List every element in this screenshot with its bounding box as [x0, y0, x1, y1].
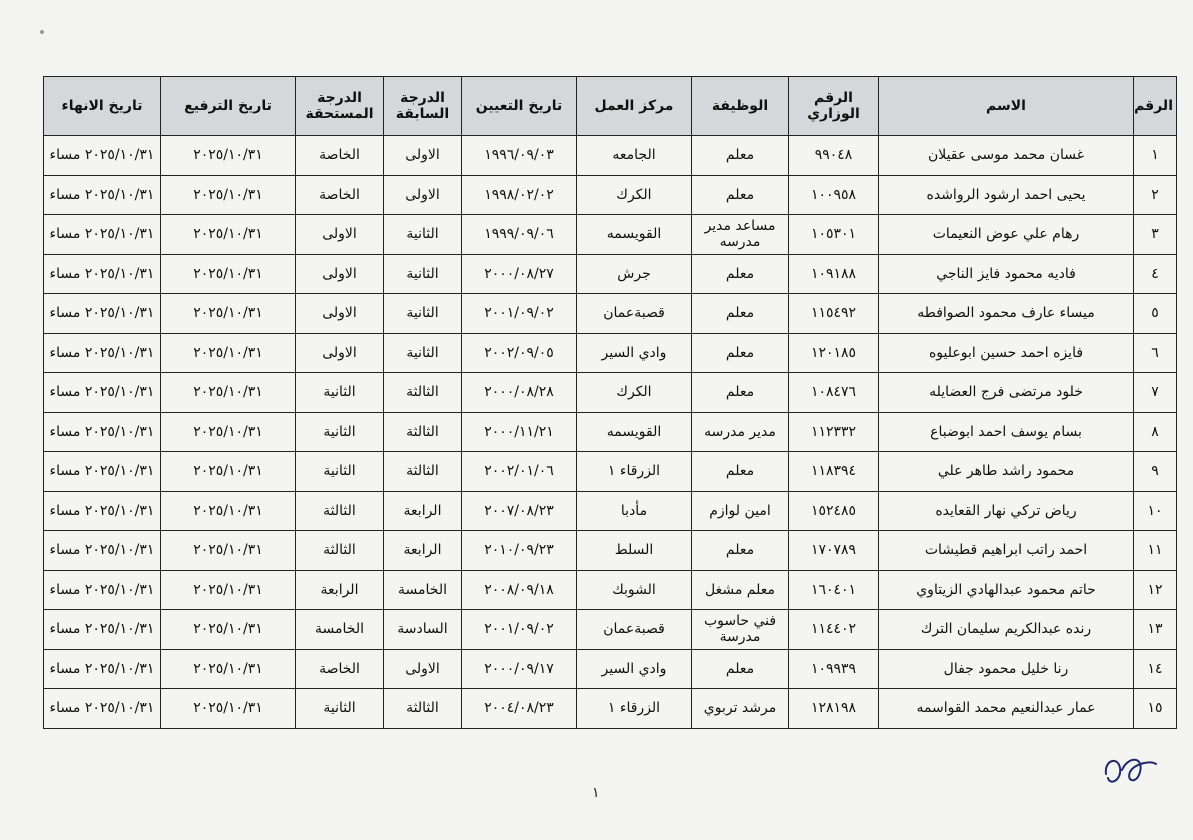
prev-grade-cell: الثانية: [384, 294, 462, 334]
name-cell: غسان محمد موسى عقيلان: [879, 136, 1134, 176]
job-cell: مرشد تربوي: [692, 689, 789, 729]
job-cell: معلم: [692, 649, 789, 689]
promotion-cell: ٢٠٢٥/١٠/٣١: [161, 570, 296, 610]
promotion-cell: ٢٠٢٥/١٠/٣١: [161, 412, 296, 452]
promotion-cell: ٢٠٢٥/١٠/٣١: [161, 649, 296, 689]
workplace-cell: قصبةعمان: [577, 294, 692, 334]
job-cell: معلم: [692, 254, 789, 294]
num-cell: ٨: [1134, 412, 1177, 452]
workplace-cell: مأدبا: [577, 491, 692, 531]
minid-cell: ١٥٢٤٨٥: [789, 491, 879, 531]
due-grade-cell: الثانية: [296, 412, 384, 452]
job-cell: معلم: [692, 136, 789, 176]
workplace-cell: جرش: [577, 254, 692, 294]
minid-cell: ١١٥٤٩٢: [789, 294, 879, 334]
date-cell: ١٩٩٩/٠٩/٠٦: [462, 215, 577, 255]
job-cell: امين لوازم: [692, 491, 789, 531]
minid-cell: ١٠٨٤٧٦: [789, 373, 879, 413]
name-cell: حاتم محمود عبدالهادي الزيتاوي: [879, 570, 1134, 610]
name-cell: رنا خليل محمود جفال: [879, 649, 1134, 689]
workplace-cell: الزرقاء ١: [577, 452, 692, 492]
num-cell: ٥: [1134, 294, 1177, 334]
prev-grade-cell: الثالثة: [384, 373, 462, 413]
job-cell: معلم مشغل: [692, 570, 789, 610]
prev-grade-cell: الاولى: [384, 175, 462, 215]
date-cell: ٢٠٠١/٠٩/٠٢: [462, 610, 577, 650]
end-cell: ٢٠٢٥/١٠/٣١ مساء: [44, 136, 161, 176]
end-cell: ٢٠٢٥/١٠/٣١ مساء: [44, 333, 161, 373]
name-cell: عمار عبدالنعيم محمد القواسمه: [879, 689, 1134, 729]
end-cell: ٢٠٢٥/١٠/٣١ مساء: [44, 570, 161, 610]
date-cell: ٢٠٠٠/٠٩/١٧: [462, 649, 577, 689]
handwritten-initials: [1100, 750, 1162, 790]
table-row: [44, 649, 1177, 689]
due-grade-cell: الاولى: [296, 215, 384, 255]
num-cell: ٧: [1134, 373, 1177, 413]
promotion-cell: ٢٠٢٥/١٠/٣١: [161, 373, 296, 413]
due-grade-cell: الاولى: [296, 294, 384, 334]
num-cell: ٦: [1134, 333, 1177, 373]
name-cell: بسام يوسف احمد ابوضباع: [879, 412, 1134, 452]
promotion-cell: ٢٠٢٥/١٠/٣١: [161, 610, 296, 650]
minid-cell: ١٧٠٧٨٩: [789, 531, 879, 571]
date-cell: ٢٠٠٢/٠٩/٠٥: [462, 333, 577, 373]
job-cell: فني حاسوب مدرسة: [692, 610, 789, 650]
promotion-cell: ٢٠٢٥/١٠/٣١: [161, 491, 296, 531]
prev-grade-cell: الثانية: [384, 215, 462, 255]
promotion-cell: ٢٠٢٥/١٠/٣١: [161, 689, 296, 729]
minid-cell: ١١٢٣٣٢: [789, 412, 879, 452]
header-previous-grade: الدرجة السابقة: [384, 77, 462, 136]
minid-cell: ٩٩٠٤٨: [789, 136, 879, 176]
date-cell: ٢٠١٠/٠٩/٢٣: [462, 531, 577, 571]
num-cell: ١: [1134, 136, 1177, 176]
end-cell: ٢٠٢٥/١٠/٣١ مساء: [44, 649, 161, 689]
num-cell: ١٢: [1134, 570, 1177, 610]
workplace-cell: وادي السير: [577, 649, 692, 689]
workplace-cell: الكرك: [577, 373, 692, 413]
minid-cell: ١٠٥٣٠١: [789, 215, 879, 255]
workplace-cell: الكرك: [577, 175, 692, 215]
date-cell: ٢٠٠٢/٠١/٠٦: [462, 452, 577, 492]
minid-cell: ١٠٩١٨٨: [789, 254, 879, 294]
end-cell: ٢٠٢٥/١٠/٣١ مساء: [44, 412, 161, 452]
job-cell: معلم: [692, 294, 789, 334]
job-cell: معلم: [692, 531, 789, 571]
table-row: [44, 175, 1177, 215]
due-grade-cell: الثانية: [296, 452, 384, 492]
header-due-grade: الدرجة المستحقة: [296, 77, 384, 136]
prev-grade-cell: الثانية: [384, 333, 462, 373]
minid-cell: ١٠٩٩٣٩: [789, 649, 879, 689]
table-row: [44, 689, 1177, 729]
num-cell: ١٥: [1134, 689, 1177, 729]
num-cell: ١٠: [1134, 491, 1177, 531]
num-cell: ٣: [1134, 215, 1177, 255]
page-number: ١: [592, 785, 600, 801]
header-num: الرقم: [1134, 77, 1177, 136]
prev-grade-cell: الرابعة: [384, 531, 462, 571]
minid-cell: ١٢٨١٩٨: [789, 689, 879, 729]
due-grade-cell: الثانية: [296, 373, 384, 413]
header-name: الاسم: [879, 77, 1134, 136]
date-cell: ٢٠٠٠/٠٨/٢٧: [462, 254, 577, 294]
end-cell: ٢٠٢٥/١٠/٣١ مساء: [44, 254, 161, 294]
date-cell: ٢٠٠١/٠٩/٠٢: [462, 294, 577, 334]
due-grade-cell: الاولى: [296, 254, 384, 294]
header-workplace: مركز العمل: [577, 77, 692, 136]
name-cell: يحيى احمد ارشود الرواشده: [879, 175, 1134, 215]
prev-grade-cell: الثالثة: [384, 452, 462, 492]
date-cell: ٢٠٠٧/٠٨/٢٣: [462, 491, 577, 531]
prev-grade-cell: الثانية: [384, 254, 462, 294]
table-row: [44, 531, 1177, 571]
header-appointment-date: تاريخ التعيين: [462, 77, 577, 136]
header-end-date: تاريخ الانهاء: [44, 77, 161, 136]
date-cell: ٢٠٠٠/٠٨/٢٨: [462, 373, 577, 413]
header-row: [44, 77, 1177, 136]
promotion-cell: ٢٠٢٥/١٠/٣١: [161, 175, 296, 215]
minid-cell: ١٦٠٤٠١: [789, 570, 879, 610]
minid-cell: ١١٤٤٠٢: [789, 610, 879, 650]
table-row: [44, 452, 1177, 492]
num-cell: ١٣: [1134, 610, 1177, 650]
workplace-cell: وادي السير: [577, 333, 692, 373]
num-cell: ١٤: [1134, 649, 1177, 689]
end-cell: ٢٠٢٥/١٠/٣١ مساء: [44, 373, 161, 413]
end-cell: ٢٠٢٥/١٠/٣١ مساء: [44, 215, 161, 255]
name-cell: خلود مرتضى فرج العضايله: [879, 373, 1134, 413]
job-cell: مساعد مدير مدرسه: [692, 215, 789, 255]
header-ministry-id: الرقم الوزاري: [789, 77, 879, 136]
workplace-cell: القويسمه: [577, 215, 692, 255]
name-cell: ميساء عارف محمود الصوافطه: [879, 294, 1134, 334]
table-row: [44, 254, 1177, 294]
table-row: [44, 412, 1177, 452]
date-cell: ٢٠٠٤/٠٨/٢٣: [462, 689, 577, 729]
due-grade-cell: الاولى: [296, 333, 384, 373]
job-cell: مدير مدرسه: [692, 412, 789, 452]
date-cell: ٢٠٠٠/١١/٢١: [462, 412, 577, 452]
workplace-cell: قصبةعمان: [577, 610, 692, 650]
table-row: [44, 333, 1177, 373]
promotion-cell: ٢٠٢٥/١٠/٣١: [161, 531, 296, 571]
name-cell: فاديه محمود فايز الناجي: [879, 254, 1134, 294]
table-row: [44, 570, 1177, 610]
header-job: الوظيفة: [692, 77, 789, 136]
num-cell: ١١: [1134, 531, 1177, 571]
end-cell: ٢٠٢٥/١٠/٣١ مساء: [44, 294, 161, 334]
num-cell: ٤: [1134, 254, 1177, 294]
job-cell: معلم: [692, 373, 789, 413]
header-promotion-date: تاريخ الترفيع: [161, 77, 296, 136]
minid-cell: ١١٨٣٩٤: [789, 452, 879, 492]
prev-grade-cell: السادسة: [384, 610, 462, 650]
promotion-cell: ٢٠٢٥/١٠/٣١: [161, 452, 296, 492]
end-cell: ٢٠٢٥/١٠/٣١ مساء: [44, 689, 161, 729]
name-cell: احمد راتب ابراهيم قطيشات: [879, 531, 1134, 571]
job-cell: معلم: [692, 452, 789, 492]
due-grade-cell: الخاصة: [296, 649, 384, 689]
end-cell: ٢٠٢٥/١٠/٣١ مساء: [44, 610, 161, 650]
prev-grade-cell: الثالثة: [384, 412, 462, 452]
end-cell: ٢٠٢٥/١٠/٣١ مساء: [44, 452, 161, 492]
promotion-cell: ٢٠٢٥/١٠/٣١: [161, 254, 296, 294]
name-cell: رياض تركي نهار القعايده: [879, 491, 1134, 531]
table-row: [44, 136, 1177, 176]
name-cell: محمود راشد طاهر علي: [879, 452, 1134, 492]
date-cell: ١٩٩٦/٠٩/٠٣: [462, 136, 577, 176]
end-cell: ٢٠٢٥/١٠/٣١ مساء: [44, 175, 161, 215]
name-cell: فايزه احمد حسين ابوعليوه: [879, 333, 1134, 373]
name-cell: رنده عبدالكريم سليمان الترك: [879, 610, 1134, 650]
due-grade-cell: الثالثة: [296, 531, 384, 571]
table-row: [44, 491, 1177, 531]
promotion-roster-table: [43, 76, 1177, 729]
minid-cell: ١٢٠١٨٥: [789, 333, 879, 373]
name-cell: رهام علي عوض النعيمات: [879, 215, 1134, 255]
prev-grade-cell: الرابعة: [384, 491, 462, 531]
table-row: [44, 610, 1177, 650]
promotion-cell: ٢٠٢٥/١٠/٣١: [161, 215, 296, 255]
table-row: [44, 294, 1177, 334]
table-row: [44, 215, 1177, 255]
promotion-cell: ٢٠٢٥/١٠/٣١: [161, 333, 296, 373]
due-grade-cell: الرابعة: [296, 570, 384, 610]
prev-grade-cell: الثالثة: [384, 689, 462, 729]
scan-dot: [40, 30, 44, 34]
workplace-cell: الزرقاء ١: [577, 689, 692, 729]
job-cell: معلم: [692, 333, 789, 373]
prev-grade-cell: الاولى: [384, 649, 462, 689]
minid-cell: ١٠٠٩٥٨: [789, 175, 879, 215]
workplace-cell: الشوبك: [577, 570, 692, 610]
due-grade-cell: الثانية: [296, 689, 384, 729]
job-cell: معلم: [692, 175, 789, 215]
roster-body: [44, 136, 1177, 729]
num-cell: ٢: [1134, 175, 1177, 215]
prev-grade-cell: الخامسة: [384, 570, 462, 610]
due-grade-cell: الخامسة: [296, 610, 384, 650]
workplace-cell: السلط: [577, 531, 692, 571]
workplace-cell: الجامعه: [577, 136, 692, 176]
date-cell: ١٩٩٨/٠٢/٠٢: [462, 175, 577, 215]
promotion-cell: ٢٠٢٥/١٠/٣١: [161, 294, 296, 334]
table-row: [44, 373, 1177, 413]
promotion-cell: ٢٠٢٥/١٠/٣١: [161, 136, 296, 176]
end-cell: ٢٠٢٥/١٠/٣١ مساء: [44, 491, 161, 531]
prev-grade-cell: الاولى: [384, 136, 462, 176]
due-grade-cell: الخاصة: [296, 175, 384, 215]
end-cell: ٢٠٢٥/١٠/٣١ مساء: [44, 531, 161, 571]
workplace-cell: القويسمه: [577, 412, 692, 452]
due-grade-cell: الثالثة: [296, 491, 384, 531]
num-cell: ٩: [1134, 452, 1177, 492]
due-grade-cell: الخاصة: [296, 136, 384, 176]
date-cell: ٢٠٠٨/٠٩/١٨: [462, 570, 577, 610]
